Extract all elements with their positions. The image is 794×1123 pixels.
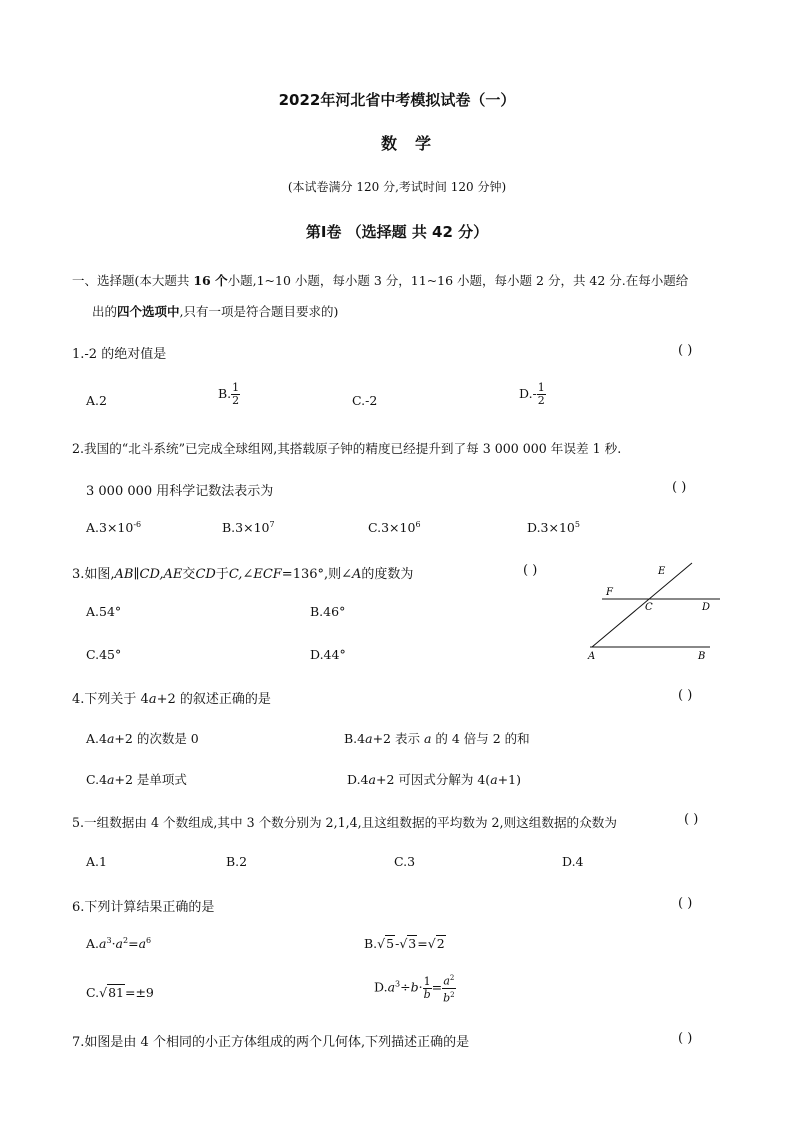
text-segment: ,只有一项是符合题目要求的) [179,304,339,319]
exponent: 2 [449,974,455,982]
q4-option-d[interactable] [347,770,521,788]
q6-option-a[interactable] [86,936,151,951]
q1-option-a[interactable]: A.2 [86,393,107,408]
q6-option-d[interactable] [374,972,456,1004]
text-segment: +2 可因式分解为 4( [375,772,491,787]
part-one-instructions-line2 [92,302,338,320]
exponent: 2 [450,990,455,999]
math-expression: CD [195,567,216,582]
q1-option-c[interactable]: C.-2 [352,393,378,408]
exponent: 3 [395,979,401,989]
option-letter: A. [86,936,100,952]
q3-option-a[interactable]: A.54° [86,604,122,619]
option-text: D.3×10 [527,520,575,536]
q4-option-c[interactable] [86,770,187,788]
q3-option-b[interactable]: B.46° [310,604,346,619]
exponent: 2 [123,936,129,945]
q3-option-c[interactable]: C.45° [86,647,122,662]
fraction [537,382,546,407]
question-1-stem: 1.-2 的绝对值是 [72,347,167,362]
text-segment: 的度数为 [361,567,414,582]
variable: a [107,772,115,787]
fraction [423,976,432,1001]
operator: · [418,979,423,995]
q4-option-b[interactable] [344,729,530,747]
question-5-stem: 5.一组数据由 4 个数组成,其中 3 个数分别为 2,1,4,且这组数据的平均数为 2,则这组数据的众数为 [72,815,617,830]
radical-sign: √ [377,936,386,951]
q5-option-c[interactable]: C.3 [394,854,416,869]
variable: a [443,974,450,988]
option-letter: D. [374,979,388,995]
q5-option-a[interactable]: A.1 [86,854,107,869]
operator: =±9 [124,985,154,1000]
variable: a [368,772,376,787]
q1-option-d[interactable] [519,382,546,407]
operator: = [431,979,443,995]
variable: a [99,936,107,952]
operator: = [417,936,428,951]
exam-title: 2022年河北省中考模拟试卷（一） [278,91,516,109]
text-segment: 出的 [92,304,118,319]
text-emphasis: 16 个 [193,273,228,288]
q4-option-a[interactable] [86,729,199,747]
radicand: 2 [436,936,445,951]
q3-option-d[interactable]: D.44° [310,647,346,662]
answer-bracket-5[interactable]: ( ) [684,812,699,827]
variable: a [148,692,157,707]
question-7-stem: 7.如图是由 4 个相同的小正方体组成的两个几何体,下列描述正确的是 [72,1035,470,1050]
label-d: D [702,602,711,613]
exponent: 5 [574,520,580,529]
option-letter: B. [218,386,232,401]
text-segment: +2 的次数是 0 [114,731,199,746]
numerator: 1 [423,974,431,988]
variable: a [490,772,498,787]
question-3-stem [72,563,413,582]
label-c: C [645,602,653,613]
option-letter: D.- [519,386,537,401]
q2-option-b[interactable] [222,520,275,535]
q3-geometry-figure [580,558,725,664]
text-segment: +2 的叙述正确的是 [156,692,271,707]
text-segment: =136°,则∠ [281,567,353,582]
text-segment: 交 [182,567,196,582]
text-segment: +2 是单项式 [114,772,187,787]
text-segment: D.4 [347,772,369,787]
exponent: 6 [146,936,152,945]
variable: a [106,731,115,746]
variable: a [423,731,432,746]
q5-option-b[interactable]: B.2 [226,854,248,869]
text-segment: B.4 [344,731,366,746]
math-expression: C,∠ECF [228,567,282,582]
text-segment: 的 4 倍与 2 的和 [431,731,530,746]
text-segment: 于 [215,567,229,582]
option-text: B.3×10 [222,520,270,536]
math-expression: AB∥CD,AE [114,567,183,582]
option-text: C.3×10 [368,520,416,536]
operator: - [395,936,400,951]
exponent: 7 [269,520,275,529]
denominator: 2 [232,394,240,407]
denominator [442,989,456,1005]
text-segment: +2 表示 [372,731,424,746]
result-fraction [442,972,456,1004]
q6-option-b[interactable] [364,936,446,951]
q6-option-c[interactable] [86,985,154,1000]
variable: b [410,979,419,995]
variable: a [115,936,123,952]
denominator: 2 [537,394,545,407]
variable: a [365,731,373,746]
question-6-stem: 6.下列计算结果正确的是 [72,900,215,915]
q2-option-d[interactable] [527,520,580,535]
variable: a [387,979,396,995]
q2-option-c[interactable] [368,520,421,535]
answer-bracket-4[interactable]: ( ) [678,688,693,703]
operator: = [128,936,139,952]
label-a: A [588,651,596,662]
label-e: E [658,566,666,577]
answer-bracket-3[interactable]: ( ) [523,563,538,578]
exponent: -6 [133,520,142,529]
math-expression: A [352,567,362,582]
numerator [442,972,456,989]
label-b: B [698,651,706,662]
numerator: 1 [232,381,240,394]
q1-option-b[interactable] [218,382,240,407]
answer-bracket-6[interactable]: ( ) [678,896,693,911]
option-letter: C. [86,985,100,1000]
denominator: b [423,987,431,1001]
radical-sign: √ [399,936,408,951]
label-f: F [606,587,613,598]
q5-option-d[interactable]: D.4 [562,854,584,869]
operator: · [111,936,116,952]
question-4-stem [72,688,271,707]
text-segment: 4.下列关于 4 [72,692,149,707]
answer-bracket-2[interactable]: ( ) [672,480,687,495]
option-text: A.3×10 [86,520,134,536]
text-segment: 小题,1~10 小题，每小题 3 分，11~16 小题，每小题 2 分，共 42 分.在每小题给 [227,273,689,288]
question-2-stem-line1: 2.我国的“北斗系统”已完成全球组网,其搭载原子钟的精度已经提升到了每 3 000 000 年误差 1 秒. [72,441,622,456]
exponent: 3 [106,936,112,945]
radical-sign: √ [99,985,108,1000]
exam-note: (本试卷满分 120 分,考试时间 120 分钟) [287,180,507,194]
radical-sign: √ [427,936,436,951]
line-ae [592,563,692,647]
radicand: 3 [408,936,417,951]
text-segment: 一、选择题(本大题共 [72,273,194,288]
option-letter: B. [364,936,378,951]
answer-bracket-1[interactable]: ( ) [678,343,693,358]
answer-bracket-7[interactable]: ( ) [678,1031,693,1046]
text-emphasis: 四个选项中 [117,304,180,319]
section-title: 第Ⅰ卷 （选择题 共 42 分） [305,223,489,241]
numerator: 1 [537,381,545,394]
text-segment: C.4 [86,772,108,787]
text-segment: +1) [497,772,521,787]
q2-option-a[interactable] [86,520,141,535]
exponent: 6 [415,520,421,529]
radicand: 5 [386,936,395,951]
question-2-stem-line2: 3 000 000 用科学记数法表示为 [86,484,274,499]
fraction [231,382,240,407]
operator: ÷ [400,979,411,995]
variable: a [138,936,147,952]
text-segment: A.4 [86,731,107,746]
part-one-instructions-line1 [72,271,688,289]
subject-title: 数学 [380,134,449,153]
text-segment: 3.如图, [72,567,115,582]
variable: b [443,991,451,1005]
radicand: 81 [108,985,124,1000]
